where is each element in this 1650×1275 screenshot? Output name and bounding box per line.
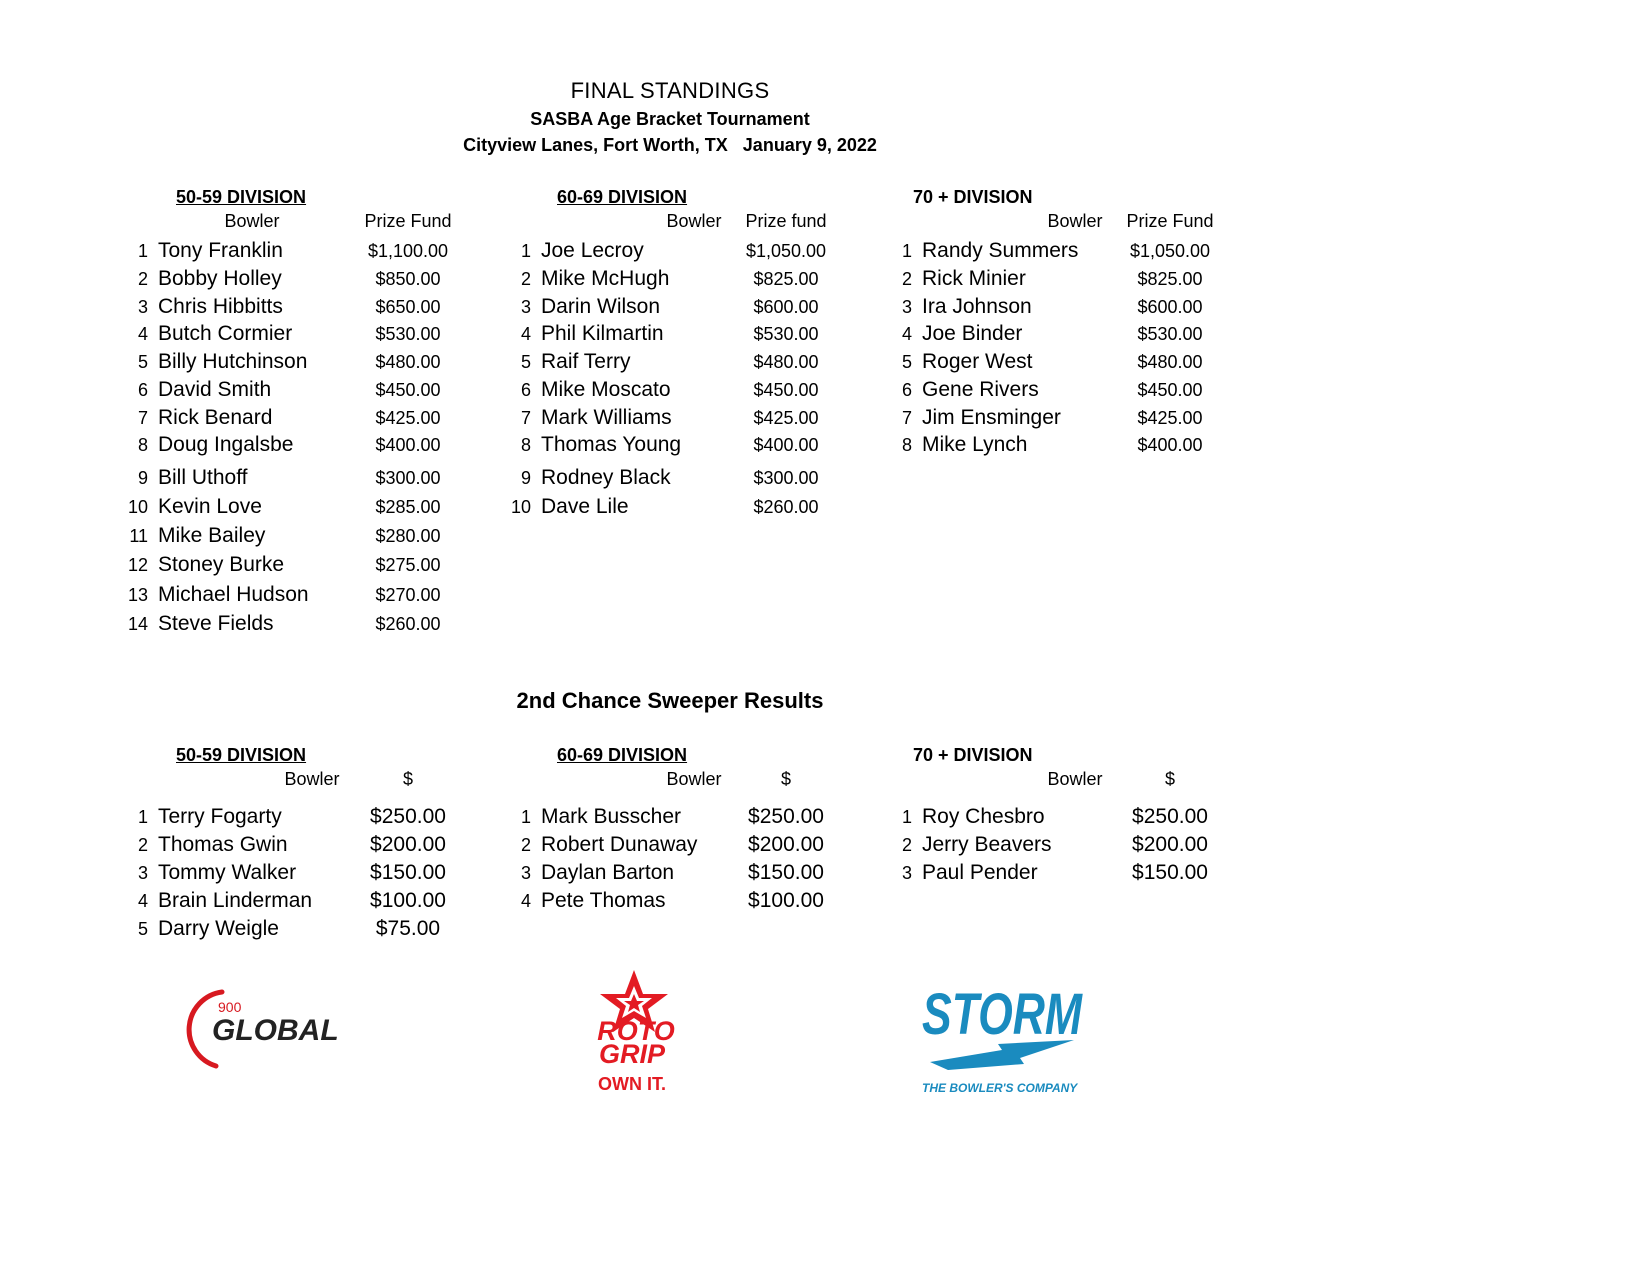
- bowler-name: Mark Busscher: [541, 805, 682, 828]
- rank-number: 4: [520, 324, 531, 344]
- standing-row: [884, 378, 1244, 406]
- prize-amount: $480.00: [1137, 352, 1203, 372]
- roto-grip-logo-art: [566, 968, 716, 1098]
- bowler-name: Mike McHugh: [541, 267, 670, 290]
- standing-row: [884, 350, 1244, 378]
- rank-number: 2: [520, 269, 531, 289]
- rank-number: 9: [137, 468, 148, 488]
- rank-number: 6: [901, 380, 912, 400]
- bowler-name: Doug Ingalsbe: [158, 433, 294, 456]
- bowler-name: Dave Lile: [541, 495, 629, 518]
- rank-number: 3: [520, 297, 531, 317]
- prize-amount: $400.00: [1137, 435, 1203, 455]
- prize-amount: $1,100.00: [367, 241, 449, 261]
- rank-number: 3: [901, 863, 912, 883]
- standing-row: [503, 889, 863, 917]
- rank-number: 7: [901, 408, 912, 428]
- division-title: 60-69 DIVISION: [557, 745, 688, 765]
- rotogrip-tagline: OWN IT.: [598, 1074, 666, 1094]
- division-title: 60-69 DIVISION: [557, 187, 688, 207]
- rank-number: 8: [901, 435, 912, 455]
- storm-logo-art: [918, 970, 1098, 1100]
- division-title: 50-59 DIVISION: [176, 187, 307, 207]
- prize-amount: $480.00: [375, 352, 441, 372]
- prize-amount: $150.00: [1132, 861, 1208, 884]
- bowler-name: Billy Hutchinson: [158, 350, 308, 373]
- prize-column-header: Prize fund: [745, 211, 827, 231]
- bowler-name: Joe Lecroy: [541, 239, 644, 262]
- rank-number: 5: [137, 352, 148, 372]
- prize-amount: $285.00: [375, 497, 441, 517]
- bowler-name: Terry Fogarty: [158, 805, 282, 828]
- prize-amount: $1,050.00: [1129, 241, 1211, 261]
- rank-number: 2: [137, 269, 148, 289]
- rank-number: 1: [520, 241, 531, 261]
- standing-row: [120, 861, 480, 889]
- standing-row: [503, 239, 863, 267]
- standing-row: [884, 406, 1244, 434]
- bowler-name: Roger West: [922, 350, 1033, 373]
- rank-number: 5: [137, 919, 148, 939]
- prize-amount: $100.00: [748, 889, 824, 912]
- rank-number: 10: [510, 497, 531, 517]
- bowler-name: Ira Johnson: [922, 295, 1032, 318]
- prize-amount: $150.00: [748, 861, 824, 884]
- standing-row: [503, 466, 863, 494]
- 900-global-logo: [196, 988, 376, 1070]
- prize-amount: $275.00: [375, 555, 441, 575]
- bowler-column-header: Bowler: [666, 211, 722, 231]
- global-number: 900: [218, 999, 242, 1015]
- storm-logo: [918, 970, 1098, 1100]
- prize-amount: $250.00: [748, 805, 824, 828]
- prize-amount: $100.00: [370, 889, 446, 912]
- bowler-name: Mike Moscato: [541, 378, 671, 401]
- prize-amount: $425.00: [1137, 408, 1203, 428]
- standing-row: [120, 267, 480, 295]
- standing-row: [503, 350, 863, 378]
- bowler-name: Stoney Burke: [158, 553, 285, 576]
- standing-row: [120, 350, 480, 378]
- prize-amount: $260.00: [753, 497, 819, 517]
- bowler-name: Brain Linderman: [158, 889, 313, 912]
- standing-row: [120, 553, 480, 581]
- bowler-column-header: Bowler: [666, 769, 722, 789]
- page-title: FINAL STANDINGS: [570, 78, 770, 103]
- rank-number: 11: [129, 526, 148, 546]
- rank-number: 3: [901, 297, 912, 317]
- standing-row: [120, 583, 480, 611]
- bowler-column-header: Bowler: [224, 211, 280, 231]
- rank-number: 2: [520, 835, 531, 855]
- bowler-name: Mark Williams: [541, 406, 672, 429]
- prize-amount: $600.00: [753, 297, 819, 317]
- prize-amount: $530.00: [375, 324, 441, 344]
- standing-row: [120, 322, 480, 350]
- standing-row: [503, 295, 863, 323]
- bowler-name: Pete Thomas: [541, 889, 666, 912]
- prize-amount: $425.00: [753, 408, 819, 428]
- division-title: 70 + DIVISION: [913, 745, 1033, 765]
- bowler-name: Robert Dunaway: [541, 833, 698, 856]
- prize-amount: $825.00: [1137, 269, 1203, 289]
- prize-amount: $260.00: [375, 614, 441, 634]
- standing-row: [120, 295, 480, 323]
- standing-row: [120, 239, 480, 267]
- bowler-name: Chris Hibbitts: [158, 295, 283, 318]
- standing-row: [884, 267, 1244, 295]
- standing-row: [884, 805, 1244, 833]
- rank-number: 4: [901, 324, 912, 344]
- rank-number: 2: [901, 269, 912, 289]
- standing-row: [120, 378, 480, 406]
- standing-row: [884, 322, 1244, 350]
- amount-column-header: $: [402, 769, 413, 789]
- rank-number: 8: [520, 435, 531, 455]
- rank-number: 4: [137, 891, 148, 911]
- prize-amount: $530.00: [1137, 324, 1203, 344]
- prize-amount: $400.00: [375, 435, 441, 455]
- standing-row: [120, 495, 480, 523]
- prize-amount: $75.00: [375, 917, 441, 940]
- storm-tagline: THE BOWLER'S COMPANY: [922, 1081, 1078, 1095]
- bowler-name: Butch Cormier: [158, 322, 293, 345]
- bowler-name: Roy Chesbro: [922, 805, 1045, 828]
- standing-row: [503, 495, 863, 523]
- bowler-name: Rodney Black: [541, 466, 671, 489]
- bowler-name: Bobby Holley: [158, 267, 282, 290]
- amount-column-header: $: [1164, 769, 1175, 789]
- prize-amount: $600.00: [1137, 297, 1203, 317]
- standing-row: [120, 406, 480, 434]
- standing-row: [120, 917, 480, 945]
- bowler-column-header: Bowler: [284, 769, 340, 789]
- standing-row: [120, 524, 480, 552]
- rank-number: 3: [520, 863, 531, 883]
- bowler-column-header: Bowler: [1047, 769, 1103, 789]
- standing-row: [120, 805, 480, 833]
- standing-row: [120, 612, 480, 640]
- standing-row: [120, 833, 480, 861]
- prize-amount: $250.00: [370, 805, 446, 828]
- bowler-name: Paul Pender: [922, 861, 1038, 884]
- bowler-name: Tommy Walker: [158, 861, 297, 884]
- standing-row: [503, 861, 863, 889]
- prize-amount: $850.00: [375, 269, 441, 289]
- prize-amount: $450.00: [1137, 380, 1203, 400]
- bowler-name: Thomas Young: [541, 433, 682, 456]
- bowler-name: Steve Fields: [158, 612, 274, 635]
- bowler-name: Bill Uthoff: [158, 466, 248, 489]
- rank-number: 8: [137, 435, 148, 455]
- rank-number: 6: [520, 380, 531, 400]
- bowler-column-header: Bowler: [1047, 211, 1103, 231]
- prize-amount: $200.00: [370, 833, 446, 856]
- prize-amount: $480.00: [753, 352, 819, 372]
- rank-number: 5: [901, 352, 912, 372]
- standing-row: [120, 466, 480, 494]
- standing-row: [884, 833, 1244, 861]
- rank-number: 1: [520, 807, 531, 827]
- rank-number: 1: [901, 241, 912, 261]
- rank-number: 3: [137, 297, 148, 317]
- prize-amount: $825.00: [753, 269, 819, 289]
- bowler-name: Gene Rivers: [922, 378, 1039, 401]
- rank-number: 9: [520, 468, 531, 488]
- standing-row: [503, 406, 863, 434]
- prize-amount: $270.00: [375, 585, 441, 605]
- prize-amount: $150.00: [370, 861, 446, 884]
- rank-number: 7: [137, 408, 148, 428]
- rank-number: 12: [127, 555, 148, 575]
- sweeper-title: 2nd Chance Sweeper Results: [516, 688, 824, 713]
- standing-row: [503, 833, 863, 861]
- prize-amount: $450.00: [753, 380, 819, 400]
- tournament-location: Cityview Lanes, Fort Worth, TX January 9, 2022: [463, 135, 877, 155]
- bowler-name: Randy Summers: [922, 239, 1079, 262]
- global-word: GLOBAL: [212, 1014, 339, 1047]
- standing-row: [503, 267, 863, 295]
- prize-amount: $1,050.00: [745, 241, 827, 261]
- bowler-name: David Smith: [158, 378, 272, 401]
- standing-row: [503, 433, 863, 461]
- rank-number: 1: [901, 807, 912, 827]
- bowler-name: Mike Lynch: [922, 433, 1028, 456]
- rank-number: 5: [520, 352, 531, 372]
- rank-number: 3: [137, 863, 148, 883]
- roto-grip-logo: [566, 968, 716, 1098]
- bowler-name: Jerry Beavers: [922, 833, 1052, 856]
- prize-amount: $200.00: [1132, 833, 1208, 856]
- prize-amount: $450.00: [375, 380, 441, 400]
- standing-row: [884, 295, 1244, 323]
- standing-row: [120, 433, 480, 461]
- division-title: 70 + DIVISION: [913, 187, 1033, 207]
- bowler-name: Rick Minier: [922, 267, 1026, 290]
- rank-number: 7: [520, 408, 531, 428]
- division-title: 50-59 DIVISION: [176, 745, 307, 765]
- bowler-name: Kevin Love: [158, 495, 262, 518]
- standing-row: [120, 889, 480, 917]
- bowler-name: Jim Ensminger: [922, 406, 1061, 429]
- rotogrip-line2: GRIP: [598, 1039, 666, 1069]
- prize-amount: $400.00: [753, 435, 819, 455]
- bowler-name: Raif Terry: [541, 350, 631, 373]
- prize-amount: $300.00: [753, 468, 819, 488]
- prize-amount: $650.00: [375, 297, 441, 317]
- prize-column-header: Prize Fund: [1126, 211, 1214, 231]
- prize-amount: $425.00: [375, 408, 441, 428]
- tournament-subtitle: SASBA Age Bracket Tournament: [530, 109, 810, 129]
- bowler-name: Darin Wilson: [541, 295, 661, 318]
- rank-number: 14: [127, 614, 148, 634]
- rank-number: 13: [127, 585, 148, 605]
- standing-row: [884, 433, 1244, 461]
- rank-number: 4: [520, 891, 531, 911]
- bowler-name: Mike Bailey: [158, 524, 266, 547]
- standing-row: [503, 378, 863, 406]
- rank-number: 6: [137, 380, 148, 400]
- prize-column-header: Prize Fund: [364, 211, 452, 231]
- bowler-name: Tony Franklin: [158, 239, 283, 262]
- rank-number: 4: [137, 324, 148, 344]
- rank-number: 2: [901, 835, 912, 855]
- standing-row: [884, 239, 1244, 267]
- bowler-name: Joe Binder: [922, 322, 1023, 345]
- standing-row: [503, 322, 863, 350]
- bowler-name: Daylan Barton: [541, 861, 675, 884]
- rank-number: 10: [127, 497, 148, 517]
- prize-amount: $250.00: [1132, 805, 1208, 828]
- bowler-name: Phil Kilmartin: [541, 322, 664, 345]
- amount-column-header: $: [780, 769, 791, 789]
- bowler-name: Darry Weigle: [158, 917, 279, 940]
- prize-amount: $200.00: [748, 833, 824, 856]
- prize-amount: $530.00: [753, 324, 819, 344]
- standing-row: [503, 805, 863, 833]
- prize-amount: $280.00: [375, 526, 441, 546]
- bowler-name: Thomas Gwin: [158, 833, 288, 856]
- bowler-name: Rick Benard: [158, 406, 273, 429]
- standing-row: [884, 861, 1244, 889]
- prize-amount: $300.00: [375, 468, 441, 488]
- rotogrip-line1: ROTO: [597, 1016, 675, 1046]
- rank-number: 2: [137, 835, 148, 855]
- bowler-name: Michael Hudson: [158, 583, 309, 606]
- storm-word: STORM: [922, 982, 1084, 1047]
- rank-number: 1: [137, 807, 148, 827]
- rank-number: 1: [137, 241, 148, 261]
- 900-global-logo-art: [196, 988, 376, 1070]
